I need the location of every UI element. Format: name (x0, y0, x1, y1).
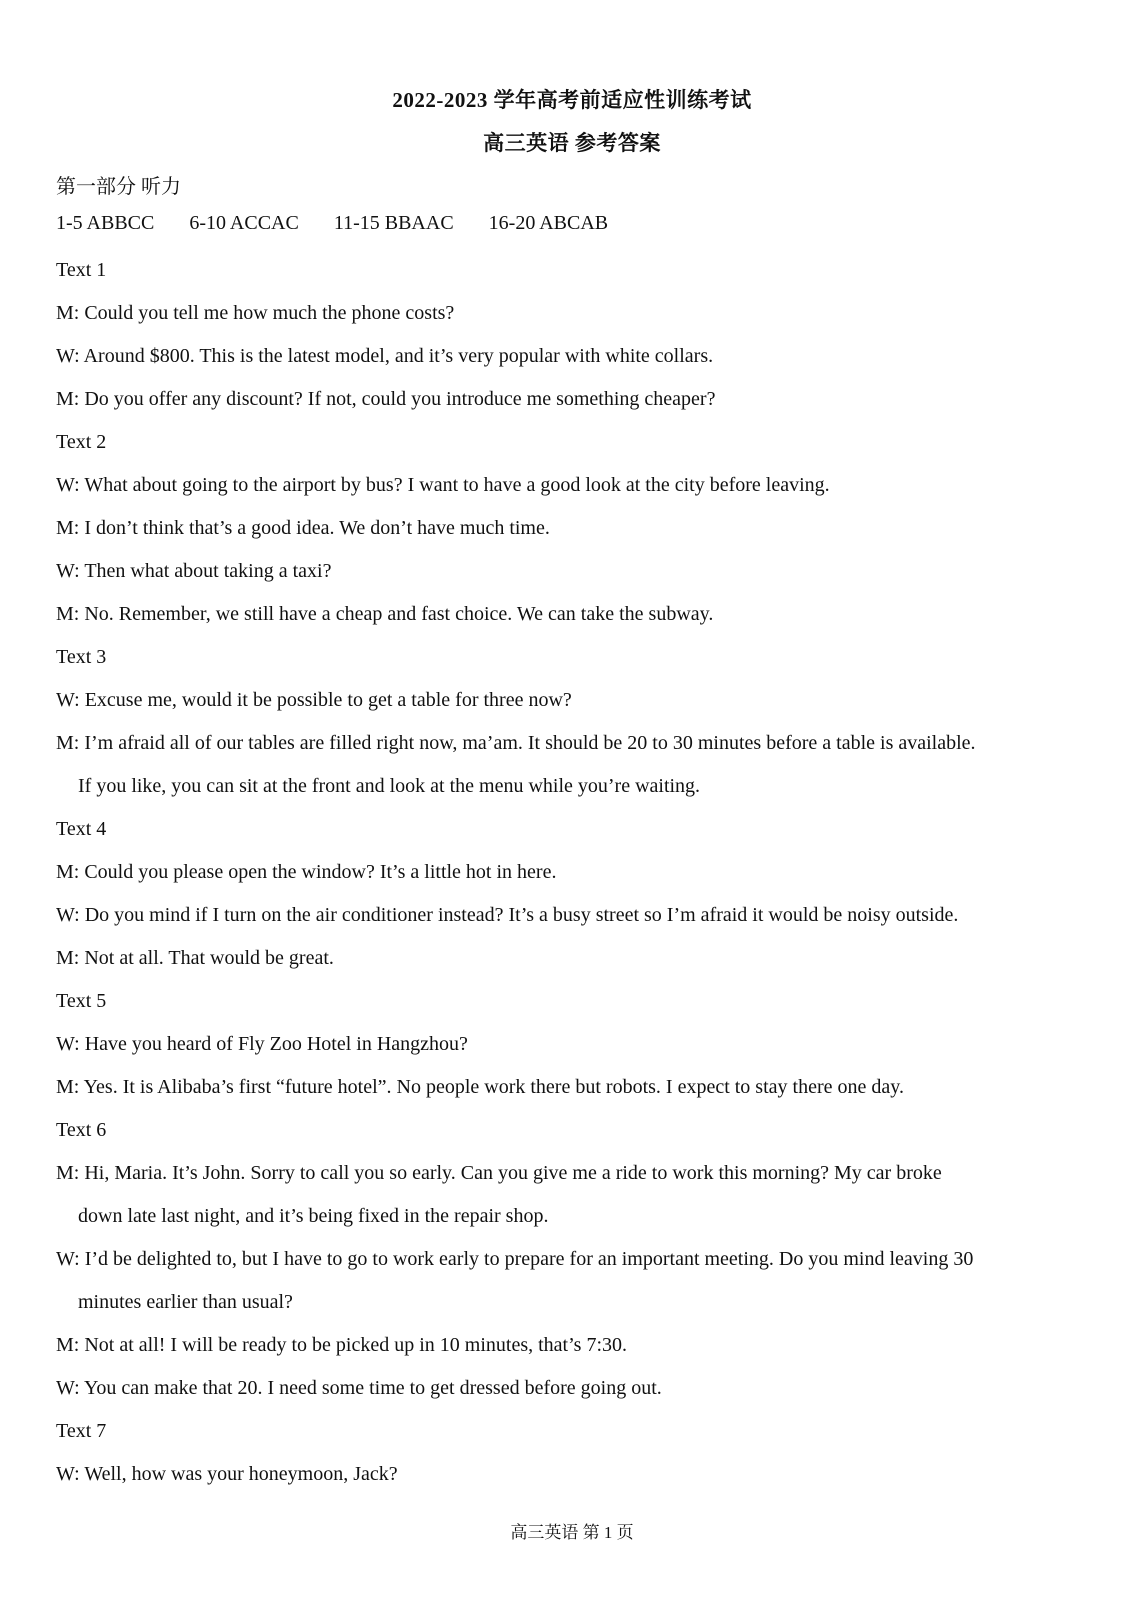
answer-group: 6-10 ACCAC (189, 212, 299, 234)
answer-key (56, 212, 638, 235)
page-footer: 高三英语 第 1 页 (510, 1523, 634, 1542)
dialogue-line: W: What about going to the airport by bus? I want to have a good look at the city before leaving. (56, 474, 830, 496)
dialogue-line: M: I don’t think that’s a good idea. We don’t have much time. (56, 517, 550, 539)
dialogue-line: minutes earlier than usual? (78, 1291, 293, 1313)
dialogue-line: M: I’m afraid all of our tables are filled right now, ma’am. It should be 20 to 30 minutes before a table is available. (56, 732, 976, 754)
answer-group: 16-20 ABCAB (488, 212, 609, 234)
dialogue-line: M: Not at all. That would be great. (56, 947, 334, 969)
text-heading: Text 2 (56, 431, 107, 453)
dialogue-line: W: Well, how was your honeymoon, Jack? (56, 1463, 398, 1485)
answer-group: 1-5 ABBCC (56, 212, 155, 234)
dialogue-line: W: Then what about taking a taxi? (56, 560, 332, 582)
dialogue-line: W: I’d be delighted to, but I have to go to work early to prepare for an important meeting. Do you mind leaving 30 (56, 1248, 974, 1270)
document-title: 2022-2023 学年高考前适应性训练考试 (392, 88, 752, 112)
answer-group: 11-15 BBAAC (333, 212, 454, 234)
dialogue-line: W: You can make that 20. I need some time to get dressed before going out. (56, 1377, 662, 1399)
text-heading: Text 6 (56, 1119, 107, 1141)
text-heading: Text 5 (56, 990, 107, 1012)
dialogue-line: W: Excuse me, would it be possible to get a table for three now? (56, 689, 572, 711)
text-heading: Text 3 (56, 646, 107, 668)
dialogue-line: W: Do you mind if I turn on the air conditioner instead? It’s a busy street so I’m afraid it would be noisy outside. (56, 904, 959, 926)
dialogue-line: W: Have you heard of Fly Zoo Hotel in Hangzhou? (56, 1033, 468, 1055)
dialogue-line: down late last night, and it’s being fixed in the repair shop. (78, 1205, 549, 1227)
text-heading: Text 7 (56, 1420, 107, 1442)
section-heading: 第一部分 听力 (56, 176, 181, 198)
dialogue-line: M: Hi, Maria. It’s John. Sorry to call you so early. Can you give me a ride to work this morning? My car broke (56, 1162, 942, 1184)
dialogue-line: M: Yes. It is Alibaba’s first “future hotel”. No people work there but robots. I expect to stay there one day. (56, 1076, 904, 1098)
dialogue-line: W: Around $800. This is the latest model, and it’s very popular with white collars. (56, 345, 714, 367)
dialogue-line: M: Do you offer any discount? If not, could you introduce me something cheaper? (56, 388, 716, 410)
document-subtitle: 高三英语 参考答案 (483, 131, 661, 155)
dialogue-line: M: Not at all! I will be ready to be picked up in 10 minutes, that’s 7:30. (56, 1334, 628, 1356)
dialogue-line: M: Could you please open the window? It’s a little hot in here. (56, 861, 557, 883)
dialogue-line: If you like, you can sit at the front and look at the menu while you’re waiting. (78, 775, 701, 797)
text-heading: Text 1 (56, 259, 107, 281)
text-heading: Text 4 (56, 818, 107, 840)
dialogue-line: M: No. Remember, we still have a cheap and fast choice. We can take the subway. (56, 603, 714, 625)
dialogue-line: M: Could you tell me how much the phone costs? (56, 302, 455, 324)
listening-transcript (56, 255, 1066, 1502)
